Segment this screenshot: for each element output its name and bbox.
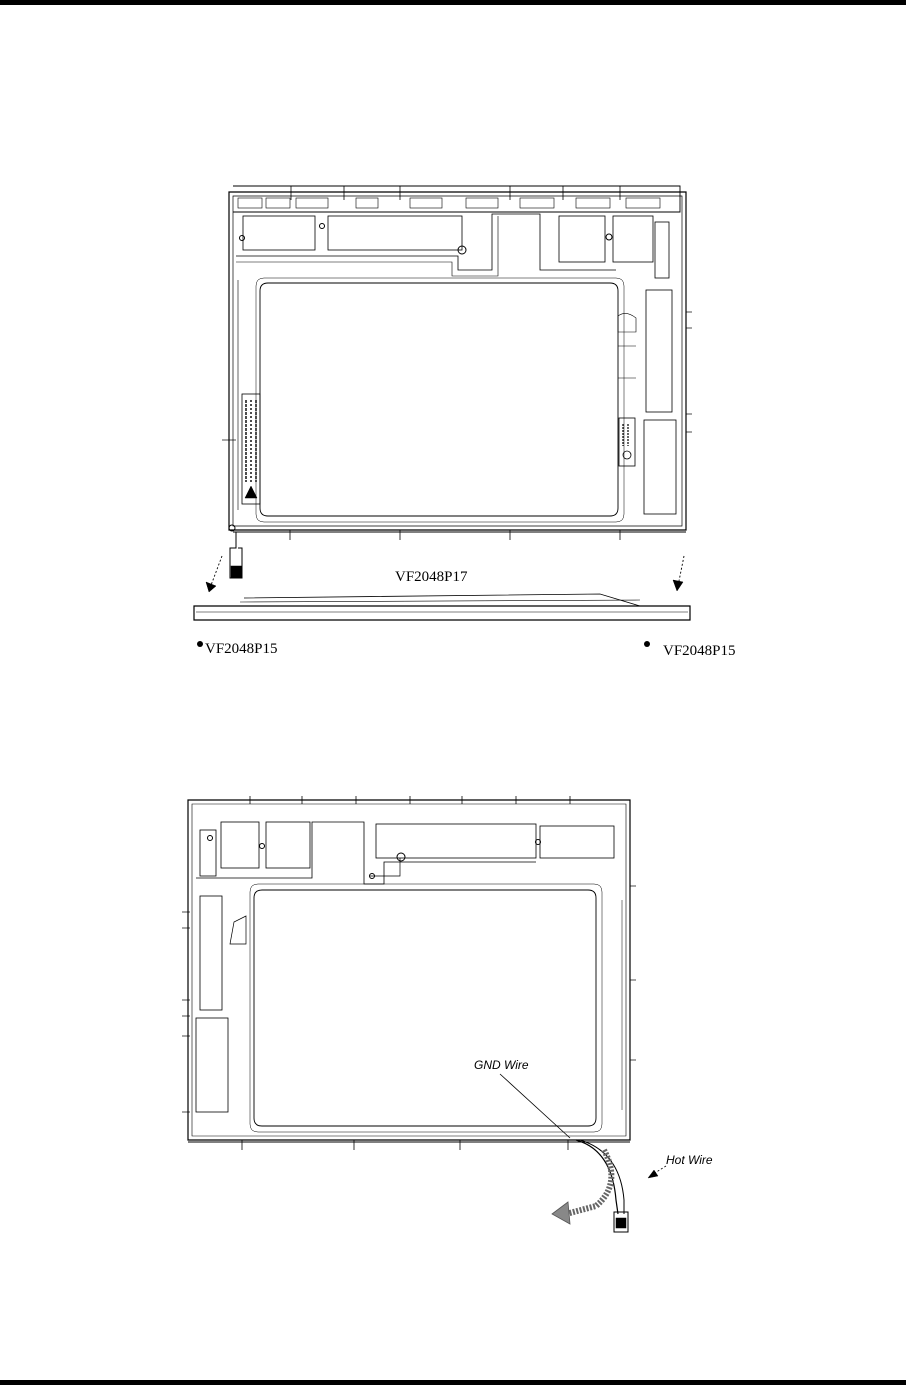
label-vf2048p15-right: VF2048P15 [663, 643, 736, 659]
label-vf2048p17: VF2048P17 [395, 569, 468, 585]
label-gnd-wire: GND Wire [474, 1058, 529, 1072]
label-hot-wire: Hot Wire [666, 1153, 713, 1167]
label-vf2048p15-left: VF2048P15 [205, 641, 278, 657]
